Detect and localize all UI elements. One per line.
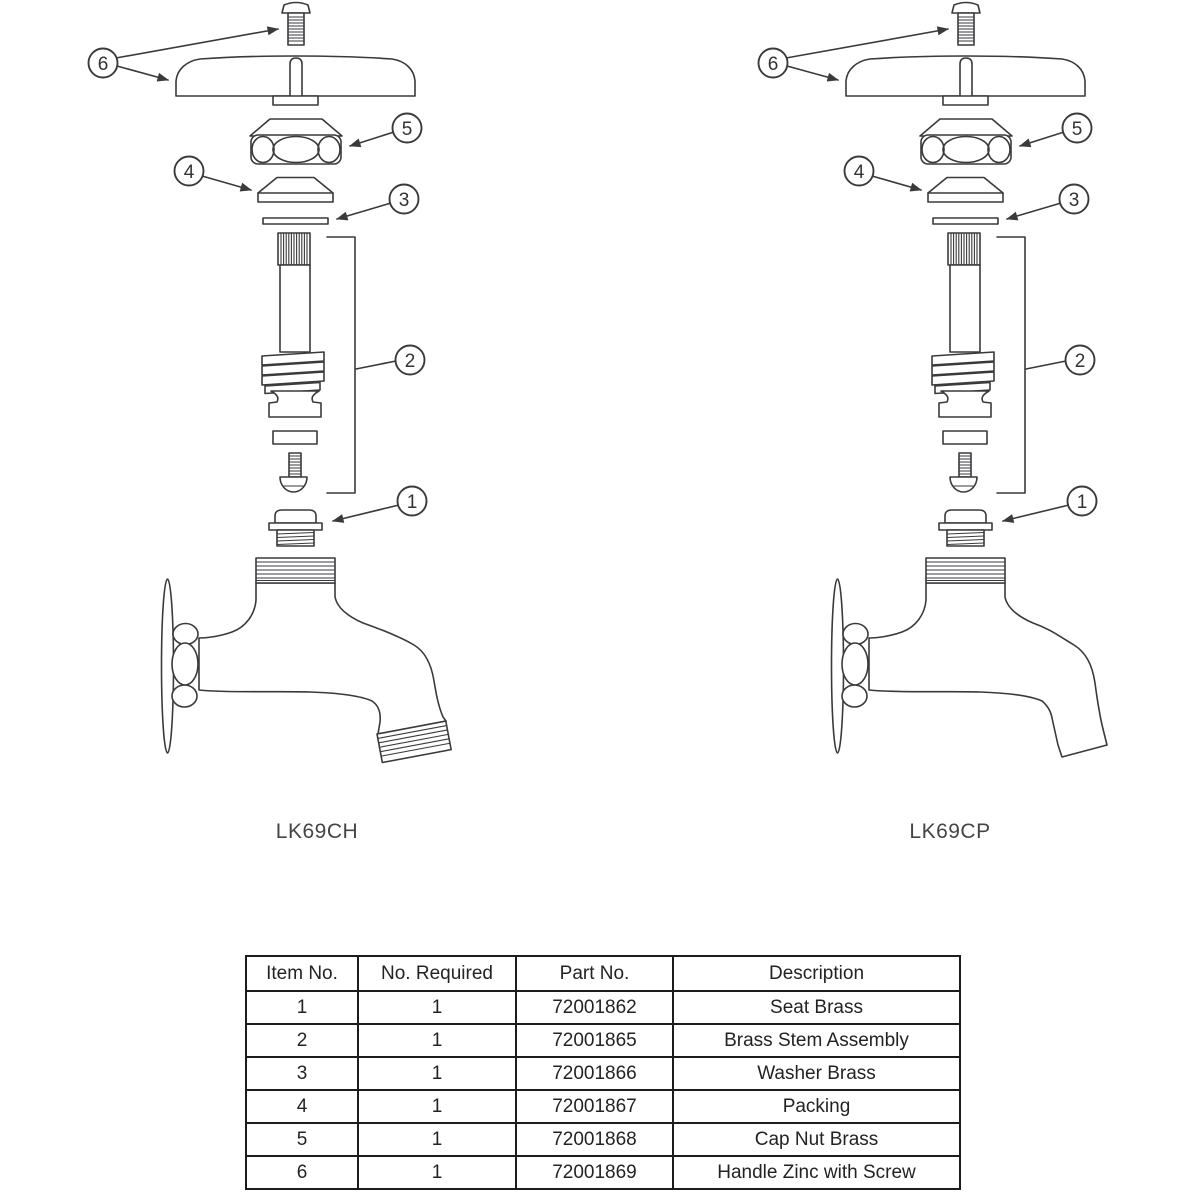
item-no: 3: [246, 1057, 358, 1090]
part-no: 72001868: [516, 1123, 673, 1156]
parts-table-header-row: [246, 956, 960, 991]
part-no: 72001867: [516, 1090, 673, 1123]
parts-table-row-1: [246, 991, 960, 1024]
description: Seat Brass: [673, 991, 960, 1024]
parts-table-row-4: [246, 1090, 960, 1123]
exploded-parts-lk69ch: [89, 3, 427, 547]
part-no: 72001862: [516, 991, 673, 1024]
parts-table: [245, 955, 961, 1190]
col-header-item-no: Item No.: [246, 956, 358, 991]
col-header-part-no: Part No.: [516, 956, 673, 991]
callout-5-number: 5: [401, 119, 413, 140]
part-no: 72001866: [516, 1057, 673, 1090]
part-no: 72001869: [516, 1156, 673, 1189]
callout-4-number: 4: [853, 162, 865, 183]
callout-numbers-left: [98, 54, 418, 513]
no-required: 1: [358, 1057, 516, 1090]
model-label-lk69ch: LK69CH: [275, 820, 359, 843]
callout-1-number: 1: [1076, 492, 1088, 513]
parts-table-row-3: [246, 1057, 960, 1090]
exploded-parts-lk69cp: [759, 3, 1097, 547]
description: Handle Zinc with Screw: [673, 1156, 960, 1189]
faucet-body-lk69ch-illustration: [162, 558, 452, 763]
callout-numbers-right: [768, 54, 1088, 513]
col-header-description: Description: [673, 956, 960, 991]
callout-5-number: 5: [1071, 119, 1083, 140]
model-label-lk69cp: LK69CP: [909, 820, 991, 843]
parts-table-row-2: [246, 1024, 960, 1057]
description: Brass Stem Assembly: [673, 1024, 960, 1057]
item-no: 2: [246, 1024, 358, 1057]
description: Cap Nut Brass: [673, 1123, 960, 1156]
callout-3-number: 3: [398, 190, 410, 211]
no-required: 1: [358, 1090, 516, 1123]
item-no: 1: [246, 991, 358, 1024]
callout-6-number: 6: [97, 54, 109, 75]
item-no: 6: [246, 1156, 358, 1189]
callout-3-number: 3: [1068, 190, 1080, 211]
no-required: 1: [358, 1123, 516, 1156]
no-required: 1: [358, 1024, 516, 1057]
col-header-no-required: No. Required: [358, 956, 516, 991]
faucet-body-outline: [869, 583, 1107, 757]
description: Washer Brass: [673, 1057, 960, 1090]
faucet-body-lk69cp-illustration: [832, 558, 1108, 757]
no-required: 1: [358, 1156, 516, 1189]
description: Packing: [673, 1090, 960, 1123]
callout-1-number: 1: [406, 492, 418, 513]
item-no: 4: [246, 1090, 358, 1123]
callout-6-number: 6: [767, 54, 779, 75]
faucet-body-outline: [199, 583, 446, 734]
parts-table-row-6: [246, 1156, 960, 1189]
parts-table-row-5: [246, 1123, 960, 1156]
callout-2-number: 2: [404, 351, 416, 372]
part-no: 72001865: [516, 1024, 673, 1057]
callout-2-number: 2: [1074, 351, 1086, 372]
callout-4-number: 4: [183, 162, 195, 183]
no-required: 1: [358, 991, 516, 1024]
item-no: 5: [246, 1123, 358, 1156]
